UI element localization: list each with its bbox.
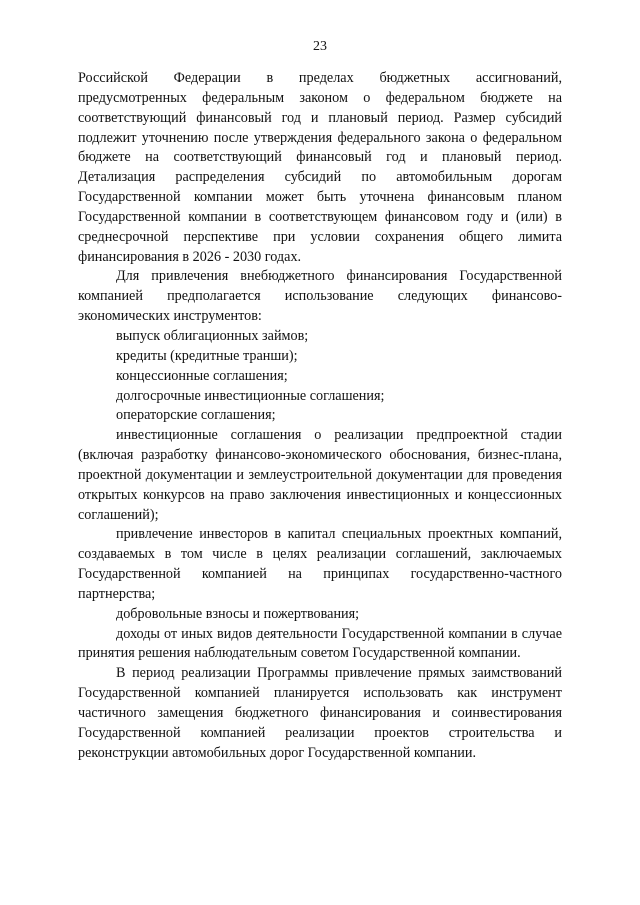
list-item-donations: добровольные взносы и пожертвования; — [116, 605, 360, 622]
paragraph-borrowings: В период реализации Программы привлечение прямых заимствований Государственной компанией планируется использовать как инструмент частичного замещения бюджетного финансирования и соинвестирования Государственной компанией реализации проектов строительства и реконструкции автомобильных дорог Государственной компании. — [78, 665, 562, 761]
paragraph-subsidies: Российской Федерации в пределах бюджетных ассигнований, предусмотренных федеральным законом о федеральном бюджете на соответствующий финансовый год и плановый период. Размер субсидий подлежит уточнению после утверждения федерального закона о федеральном бюджете на соответствующий финансовый год и плановый период. Детализация распределения субсидий по автомобильным дорогам Государственной компании может быть уточнена финансовым планом Государственной компании в соответствующем финансовом году и (или) в среднесрочной перспективе при условии сохранения общего лимита финансирования в 2026 - 2030 годах. — [78, 70, 562, 265]
list-item-investor-capital: привлечение инвесторов в капитал специальных проектных компаний, создаваемых в том числе в целях реализации соглашений, заключаемых Государственной компанией на принципах государственно-частного партнерства; — [78, 526, 562, 602]
list-item-pre-project-agreements: инвестиционные соглашения о реализации предпроектной стадии (включая разработку финансово-экономического обоснования, бизнес-плана, проектной документации и землеустроительной документации для проведения открытых конкурсов на право заключения инвестиционных и концессионных соглашений); — [78, 427, 562, 523]
list-item-operator-agreements: операторские соглашения; — [116, 407, 276, 424]
list-item-other-income: доходы от иных видов деятельности Государственной компании в случае принятия решения наблюдательным советом Государственной компании. — [78, 625, 562, 662]
paragraph-financing-intro: Для привлечения внебюджетного финансирования Государственной компанией предполагается использование следующих финансово-экономических инструментов: — [78, 268, 562, 325]
list-item-bonds: выпуск облигационных займов; — [116, 327, 309, 344]
list-item-credits: кредиты (кредитные транши); — [116, 347, 298, 364]
document-body — [78, 69, 562, 764]
list-item-long-term-investment: долгосрочные инвестиционные соглашения; — [116, 387, 385, 404]
page-number: 23 — [313, 39, 327, 54]
list-item-concessions: концессионные соглашения; — [116, 367, 288, 384]
